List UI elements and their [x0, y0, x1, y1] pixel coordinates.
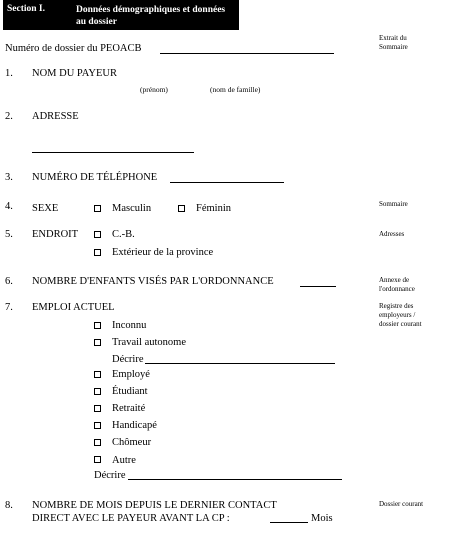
endroit-cb-checkbox[interactable] [94, 231, 101, 238]
q1-number: 1. [5, 68, 13, 79]
emploi-autre-checkbox[interactable] [94, 456, 101, 463]
emploi-option-label: Chômeur [112, 437, 152, 448]
emploi-inconnu-checkbox[interactable] [94, 322, 101, 329]
emploi-option-label: Employé [112, 369, 150, 380]
phone-field[interactable] [170, 182, 284, 183]
side-note-extrait: Extrait du Sommaire [379, 34, 408, 51]
emploi-option-label: Étudiant [112, 386, 148, 397]
q7-label: EMPLOI ACTUEL [32, 302, 115, 313]
q2-label: ADRESSE [32, 111, 79, 122]
section-number: Section I. [7, 4, 45, 14]
section-title: Données démographiques et données au dossier [76, 5, 226, 27]
q1-sub-nom: (nom de famille) [210, 85, 261, 94]
emploi-chomeur-checkbox[interactable] [94, 439, 101, 446]
emploi-etudiant-checkbox[interactable] [94, 388, 101, 395]
dossier-label: Numéro de dossier du PEOACB [5, 43, 142, 54]
q6-label: NOMBRE D'ENFANTS VISÉS PAR L'ORDONNANCE [32, 276, 274, 287]
children-count-field[interactable] [300, 286, 336, 287]
q7-number: 7. [5, 302, 13, 313]
side-note-adresses: Adresses [379, 230, 405, 238]
q5-number: 5. [5, 229, 13, 240]
q6-number: 6. [5, 276, 13, 287]
side-note-registre: Registre des employeurs / dossier courant [379, 302, 422, 328]
q1-sub-prenom: (prénom) [140, 85, 168, 94]
q2-number: 2. [5, 111, 13, 122]
q8-mois-label: Mois [311, 513, 333, 524]
emploi-option-label: Retraité [112, 403, 146, 414]
side-note-dossier-courant: Dossier courant [379, 500, 424, 508]
side-note-sommaire: Sommaire [379, 200, 408, 208]
address-field[interactable] [32, 152, 194, 153]
section-header [3, 0, 239, 30]
endroit-exterieur-label: Extérieur de la province [112, 247, 214, 258]
emploi-option-label: Travail autonome [112, 337, 186, 348]
sexe-feminin-checkbox[interactable] [178, 205, 185, 212]
endroit-cb-label: C.-B. [112, 229, 135, 240]
sexe-masculin-label: Masculin [112, 203, 152, 214]
endroit-exterieur-checkbox[interactable] [94, 249, 101, 256]
q8-line2: DIRECT AVEC LE PAYEUR AVANT LA CP : [32, 513, 230, 524]
emploi-autonome-checkbox[interactable] [94, 339, 101, 346]
q3-label: NUMÉRO DE TÉLÉPHONE [32, 172, 158, 183]
emploi-option-label: Handicapé [112, 420, 157, 431]
decrire-autre-field[interactable] [128, 479, 342, 480]
q4-label: SEXE [32, 203, 59, 214]
emploi-retraite-checkbox[interactable] [94, 405, 101, 412]
emploi-employe-checkbox[interactable] [94, 371, 101, 378]
months-field[interactable] [270, 522, 308, 523]
q1-label: NOM DU PAYEUR [32, 68, 117, 79]
emploi-option-label: Inconnu [112, 320, 147, 331]
decrire-autonome-field[interactable] [145, 363, 335, 364]
side-note-annexe: Annexe de l'ordonnance [379, 276, 415, 293]
decrire-label-autre: Décrire [94, 470, 126, 481]
emploi-handicape-checkbox[interactable] [94, 422, 101, 429]
q3-number: 3. [5, 172, 13, 183]
dossier-field[interactable] [160, 53, 334, 54]
q4-number: 4. [5, 201, 13, 212]
emploi-option-label: Autre [112, 455, 136, 466]
q8-line1: NOMBRE DE MOIS DEPUIS LE DERNIER CONTACT [32, 500, 277, 511]
q8-number: 8. [5, 500, 13, 511]
sexe-masculin-checkbox[interactable] [94, 205, 101, 212]
sexe-feminin-label: Féminin [196, 203, 232, 214]
decrire-label-autonome: Décrire [112, 354, 144, 365]
q5-label: ENDROIT [32, 229, 79, 240]
